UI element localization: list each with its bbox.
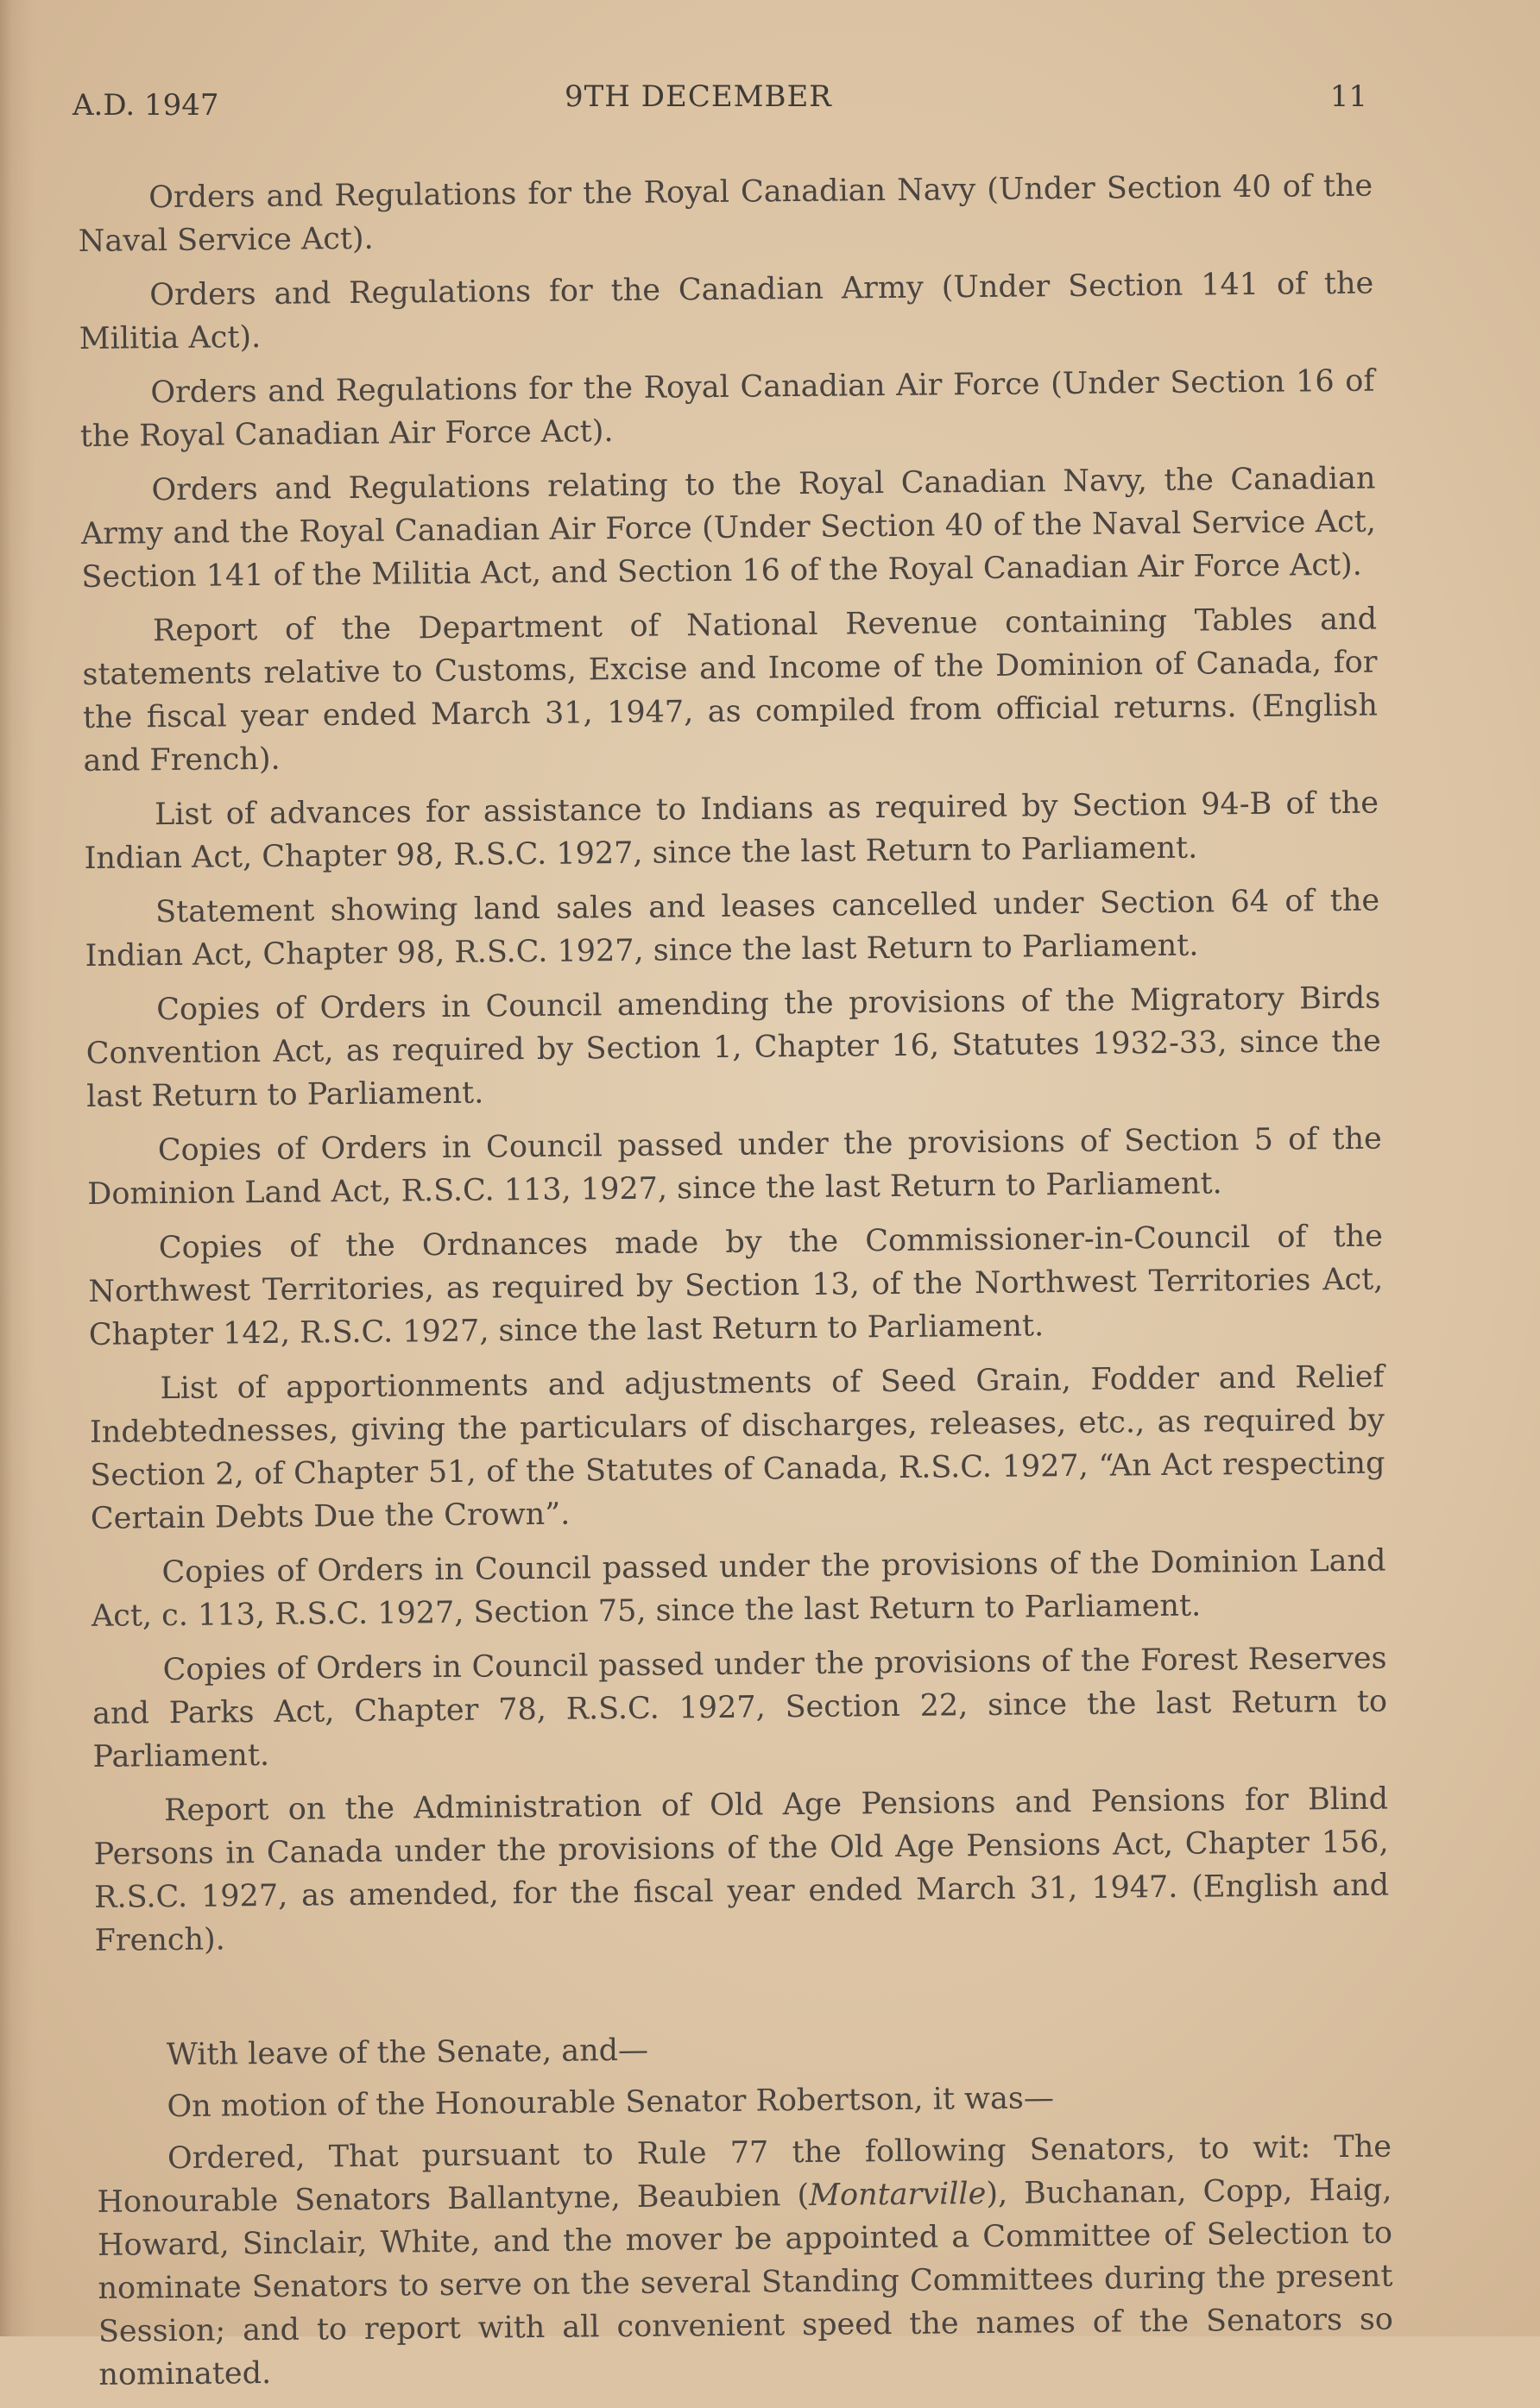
motion-line: On motion of the Honourable Senator Robertson, it was— (167, 2081, 1055, 2125)
paragraph-old-age-pensions: Report on the Administration of Old Age Pensions and Pensions for Blind Persons in Canada under the provisions of the Old Age Pensions Act, Chapter 156, R.S.C. 1927, as amended, for the fiscal year ended March 31, 1947. (English and French). (93, 1781, 1390, 1958)
order-text-end: ), Buchanan, Copp, Haig, Howard, Sinclair, White, and the mover be appointed a Committee of Selection to nominate Senators to serve on the several Standing Committees during the present Session; and to report with all convenient speed the names of the Senators so nominated. (97, 2172, 1394, 2392)
order-paragraph (97, 2125, 1394, 2396)
paragraph-joint-regulations: Orders and Regulations relating to the Royal Canadian Navy, the Canadian Army and the Royal Canadian Air Force (Under Section 40 of the Naval Service Act, Section 141 of the Militia Act, and Section 16 of the Royal Canadian Air Force Act). (80, 461, 1377, 595)
paragraph-dominion-land-section-5: Copies of Orders in Council passed under the provisions of Section 5 of the Dominion Land Act, R.S.C. 113, 1927, since the last Return to Parliament. (87, 1121, 1382, 1212)
paragraph-northwest-ordnances: Copies of the Ordnances made by the Commissioner-in-Council of the Northwest Territories, as required by Section 13, of the Northwest Territories Act, Chapter 142, R.S.C. 1927, since the last Return to Parliament. (88, 1219, 1384, 1352)
document-body (78, 165, 1394, 2408)
order-text-start: Ordered, That pursuant to Rule 77 the following Senators, to wit: The Honourable Senators Ballantyne, Beaubien ( (97, 2129, 1392, 2220)
paragraph-army-regulations: Orders and Regulations for the Canadian Army (Under Section 141 of the Militia Act). (79, 266, 1374, 356)
paragraph-navy-regulations: Orders and Regulations for the Royal Canadian Navy (Under Section 40 of the Naval Service Act). (78, 168, 1373, 259)
paragraph-migratory-birds: Copies of Orders in Council amending the provisions of the Migratory Birds Convention Act, as required by Section 1, Chapter 16, Statutes 1932-33, since the last Return to Parliament. (85, 980, 1381, 1114)
paragraph-forest-reserves: Copies of Orders in Council passed under the provisions of the Forest Reserves and Parks Act, Chapter 78, R.S.C. 1927, Section 22, since the last Return to Parliament. (92, 1641, 1388, 1774)
order-text-italic: Montarville (808, 2177, 987, 2213)
header-year: A.D. 1947 (73, 88, 219, 123)
page-header (73, 79, 1367, 131)
header-date: 9TH DECEMBER (565, 79, 832, 114)
paragraph-land-sales: Statement showing land sales and leases cancelled under Section 64 of the Indian Act, Chapter 98, R.S.C. 1927, since the last Return to Parliament. (85, 883, 1380, 974)
paragraph-seed-grain: List of apportionments and adjustments of Seed Grain, Fodder and Relief Indebtednesses, giving the particulars of discharges, releases, etc., as required by Section 2, of Chapter 51, of the Statutes of Canada, R.S.C. 1927, “An Act respecting Certain Debts Due the Crown”. (89, 1359, 1385, 1536)
page-number: 11 (1329, 79, 1367, 114)
paragraph-indian-advances: List of advances for assistance to Indians as required by Section 94-B of the Indian Act, Chapter 98, R.S.C. 1927, since the last Return to Parliament. (84, 785, 1379, 876)
paragraph-air-force-regulations: Orders and Regulations for the Royal Canadian Air Force (Under Section 16 of the Royal Canadian Air Force Act). (79, 363, 1375, 454)
paragraph-national-revenue-report: Report of the Department of National Revenue containing Tables and statements relative to Customs, Excise and Income of the Dominion of Canada, for the fiscal year ended March 31, 1947, as compiled from official returns. (English and French). (82, 602, 1379, 779)
paragraph-dominion-land-section-75: Copies of Orders in Council passed under the provisions of the Dominion Land Act, c. 113, R.S.C. 1927, Section 75, since the last Return to Parliament. (91, 1543, 1386, 1634)
leave-of-senate: With leave of the Senate, and— (166, 2033, 649, 2073)
